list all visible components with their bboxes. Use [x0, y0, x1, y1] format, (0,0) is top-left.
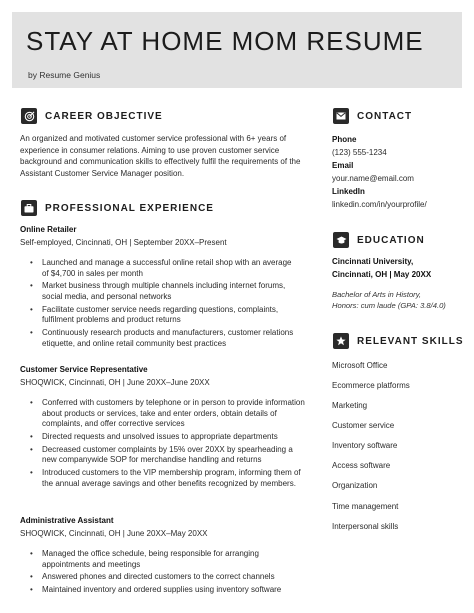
skill-item: Microsoft Office: [332, 361, 388, 370]
skill-item: Access software: [332, 461, 391, 470]
list-item: • Answered phones and directed customers to the correct channels: [20, 572, 305, 583]
job-title: Administrative Assistant: [20, 516, 114, 525]
job-bullets: [20, 258, 295, 352]
objective-heading: CAREER OBJECTIVE: [45, 110, 163, 122]
skill-item: Organization: [332, 481, 378, 490]
phone-label: Phone: [332, 135, 357, 144]
skills-heading: RELEVANT SKILLS: [357, 335, 464, 347]
job-bullets: [20, 398, 305, 492]
job-subtitle: SHOQWICK, Cincinnati, OH | June 20XX–May 20XX: [20, 529, 208, 538]
list-item: • Facilitate customer service needs regarding questions, complaints, fulfilment problems and product returns: [20, 305, 295, 326]
list-item: • Directed requests and unsolved issues to appropriate departments: [20, 432, 305, 443]
skills-section-header: [333, 332, 463, 350]
briefcase-icon: [21, 200, 37, 216]
resume-header: [12, 12, 462, 88]
phone-value: (123) 555-1234: [332, 148, 387, 157]
objective-text: An organized and motivated customer service professional with 6+ years of experience in consumer relations. Aiming to use proven customer service background and communication skills to effectively fulfil the requirements of the Assistant Customer Service Manager position.: [20, 134, 301, 178]
job-subtitle: Self-employed, Cincinnati, OH | September 20XX–Present: [20, 238, 227, 247]
skill-item: Ecommerce platforms: [332, 381, 410, 390]
list-item: • Market business through multiple channels including internet forums, social media, and personal networks: [20, 281, 295, 302]
skill-item: Marketing: [332, 401, 368, 410]
graduation-cap-icon: [333, 232, 349, 248]
job-title: Online Retailer: [20, 225, 77, 234]
contact-heading: CONTACT: [357, 110, 413, 122]
school-location-date: Cincinnati, OH | May 20XX: [332, 270, 432, 279]
list-item: • Managed the office schedule, being responsible for arranging appointments and meetings: [20, 549, 305, 570]
list-item: • Launched and manage a successful online retail shop with an average of $4,700 in sales per month: [20, 258, 295, 279]
email-value: your.name@email.com: [332, 174, 414, 183]
school-name: Cincinnati University,: [332, 257, 414, 266]
linkedin-value: linkedin.com/in/yourprofile/: [332, 200, 427, 209]
linkedin-label: LinkedIn: [332, 187, 365, 196]
skill-item: Inventory software: [332, 441, 398, 450]
contact-section-header: [333, 107, 412, 125]
education-section-header: [333, 231, 425, 249]
list-item: • Maintained inventory and ordered supplies using inventory software: [20, 585, 305, 596]
list-item: • Introduced customers to the VIP membership program, informing them of the annual average savings and other benefits recognized by members.: [20, 468, 305, 489]
list-item: • Continuously research products and manufacturers, customer relations etiquette, and online retail community best practices: [20, 328, 295, 349]
experience-heading: PROFESSIONAL EXPERIENCE: [45, 202, 214, 214]
experience-section-header: [21, 199, 214, 217]
envelope-icon: [333, 108, 349, 124]
job-subtitle: SHOQWICK, Cincinnati, OH | June 20XX–June 20XX: [20, 378, 210, 387]
resume-title: STAY AT HOME MOM RESUME: [26, 26, 424, 56]
list-item: • Conferred with customers by telephone or in person to provide information about products or services, take and enter orders, obtain details of complaints, and offer corrective services: [20, 398, 305, 430]
job-bullets: [20, 549, 305, 598]
list-item: • Decreased customer complaints by 15% over 20XX by spearheading a new companywide SOP for merchandise handling and returns: [20, 445, 305, 466]
education-heading: EDUCATION: [357, 234, 425, 246]
skill-item: Interpersonal skills: [332, 522, 399, 531]
email-label: Email: [332, 161, 354, 170]
job-title: Customer Service Representative: [20, 365, 148, 374]
skill-item: Customer service: [332, 421, 395, 430]
degree-honors: Honors: cum laude (GPA: 3.8/4.0): [332, 301, 446, 310]
objective-section-header: [21, 107, 163, 125]
degree-title: Bachelor of Arts in History,: [332, 290, 422, 299]
resume-byline: by Resume Genius: [28, 70, 101, 80]
skill-item: Time management: [332, 502, 399, 511]
star-icon: [333, 333, 349, 349]
target-icon: [21, 108, 37, 124]
